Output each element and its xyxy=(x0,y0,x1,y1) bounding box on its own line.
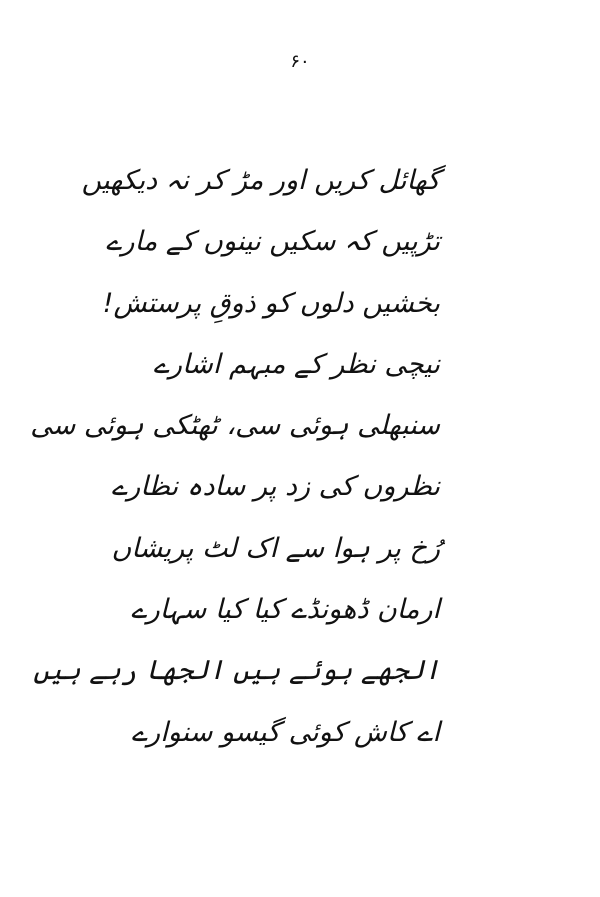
poem-line: الجھے ہوئے ہیں الجھا رہے ہیں xyxy=(33,655,440,687)
poem-stanza xyxy=(30,150,440,763)
poem-line: اے کاش کوئی گیسو سنوارے xyxy=(131,716,440,748)
poem-line: بخشیں دلوں کو ذوقِ پرستش! xyxy=(102,287,440,319)
page-number: ۶۰ xyxy=(290,51,310,72)
poem-line: تڑپیں کہ سکیں نینوں کے مارے xyxy=(105,226,440,258)
poem-line: گھائل کریں اور مڑ کر نہ دیکھیں xyxy=(81,165,440,196)
poem-line: ارمان ڈھونڈے کیا کیا سہارے xyxy=(130,594,440,626)
poem-line: سنبھلی ہوئی سی، ٹھٹکی ہوئی سی xyxy=(30,410,440,442)
poem-line: رُخ پر ہوا سے اک لٹ پریشاں xyxy=(111,532,440,564)
poem-line: نیچی نظر کے مبہم اشارے xyxy=(153,348,440,380)
poem-line: نظروں کی زد پر سادہ نظارے xyxy=(111,471,440,503)
